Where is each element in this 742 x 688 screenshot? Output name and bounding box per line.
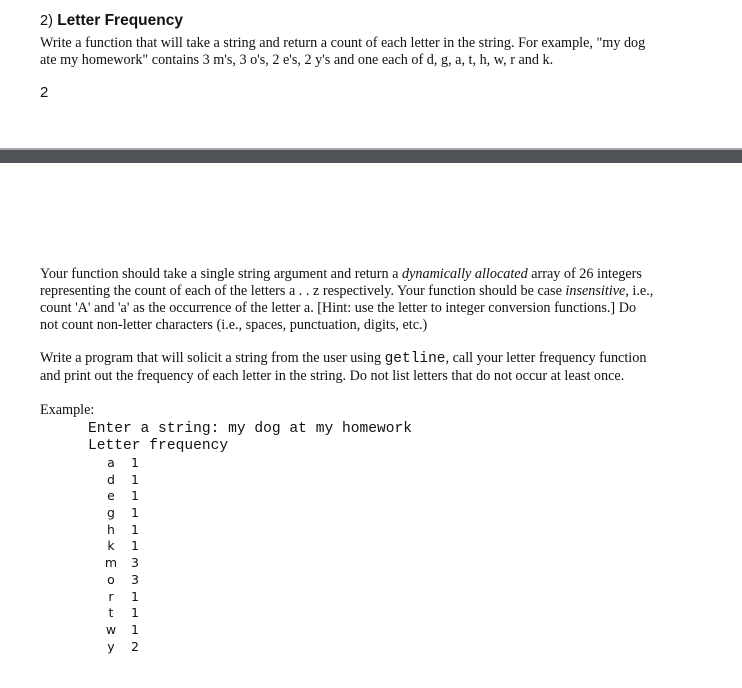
frequency-count: 3 xyxy=(131,571,139,587)
frequency-count: 3 xyxy=(131,555,139,571)
frequency-letter: e xyxy=(107,488,115,504)
paragraph-line: count 'A' and 'a' as the occurrence of the letter a. [Hint: use the letter to integer conversion functions.] Do xyxy=(40,300,637,316)
frequency-row xyxy=(104,622,145,639)
frequency-letter: a xyxy=(107,455,115,470)
intro-line: ate my homework" contains 3 m's, 3 o's, 2 e's, 2 y's and one each of d, g, a, t, h, w, r and k. xyxy=(40,52,554,68)
frequency-letter: g xyxy=(107,505,115,521)
example-terminal-output xyxy=(88,421,412,455)
frequency-row xyxy=(104,572,145,589)
frequency-row xyxy=(104,538,145,555)
frequency-row xyxy=(104,472,145,489)
problem-number: 2) xyxy=(40,13,53,29)
paragraph-line: representing the count of each of the letters a . . z respectively. Your function should be case insensitive, i.e., xyxy=(40,283,654,299)
program-paragraph xyxy=(40,350,690,385)
frequency-count: 1 xyxy=(131,505,139,521)
requirements-paragraph xyxy=(40,266,690,334)
frequency-count: 1 xyxy=(131,455,139,470)
frequency-count: 1 xyxy=(131,521,139,537)
page-number: 2 xyxy=(40,84,49,101)
frequency-row xyxy=(104,505,145,522)
example-label: Example: xyxy=(40,402,95,418)
frequency-row xyxy=(104,605,145,622)
frequency-row xyxy=(104,522,145,539)
problem-heading xyxy=(40,11,183,31)
frequency-letter: d xyxy=(107,471,115,487)
frequency-row xyxy=(104,455,145,472)
frequency-row xyxy=(104,639,145,656)
paragraph-line: Your function should take a single string argument and return a dynamically allocated array of 26 integers xyxy=(40,266,642,282)
paragraph-line: and print out the frequency of each letter in the string. Do not list letters that do not occur at least once. xyxy=(40,368,625,384)
frequency-count: 1 xyxy=(131,538,139,554)
frequency-header: Letter frequency xyxy=(88,438,229,454)
code-getline: getline xyxy=(384,351,446,367)
frequency-count: 1 xyxy=(131,588,139,604)
frequency-count: 1 xyxy=(131,488,139,504)
frequency-count: 1 xyxy=(131,471,139,487)
frequency-letter: w xyxy=(105,621,117,637)
frequency-letter: t xyxy=(108,605,114,621)
frequency-row xyxy=(104,488,145,505)
problem-title: Letter Frequency xyxy=(57,12,183,29)
emphasis-insensitive: insensitive xyxy=(565,283,626,299)
intro-line: Write a function that will take a string and return a count of each letter in the string. For example, "my dog xyxy=(40,35,646,51)
frequency-row xyxy=(104,589,145,606)
prompt-line: Enter a string: my dog at my homework xyxy=(88,421,413,437)
frequency-row xyxy=(104,555,145,572)
problem-intro xyxy=(40,35,690,69)
page-separator-bar xyxy=(0,150,742,163)
paragraph-line: not count non-letter characters (i.e., spaces, punctuation, digits, etc.) xyxy=(40,317,428,333)
frequency-letter: m xyxy=(104,555,118,571)
frequency-count: 1 xyxy=(131,621,139,637)
frequency-letter: r xyxy=(108,588,114,604)
frequency-table xyxy=(104,455,145,655)
frequency-letter: h xyxy=(107,521,115,537)
frequency-letter: o xyxy=(107,571,115,587)
frequency-letter: y xyxy=(107,638,115,654)
paragraph-line: Write a program that will solicit a string from the user using getline, call your letter frequency function xyxy=(40,350,647,367)
frequency-count: 1 xyxy=(131,605,139,621)
frequency-count: 2 xyxy=(131,638,139,654)
emphasis-dynamically-allocated: dynamically allocated xyxy=(401,266,528,282)
frequency-letter: k xyxy=(107,538,115,554)
